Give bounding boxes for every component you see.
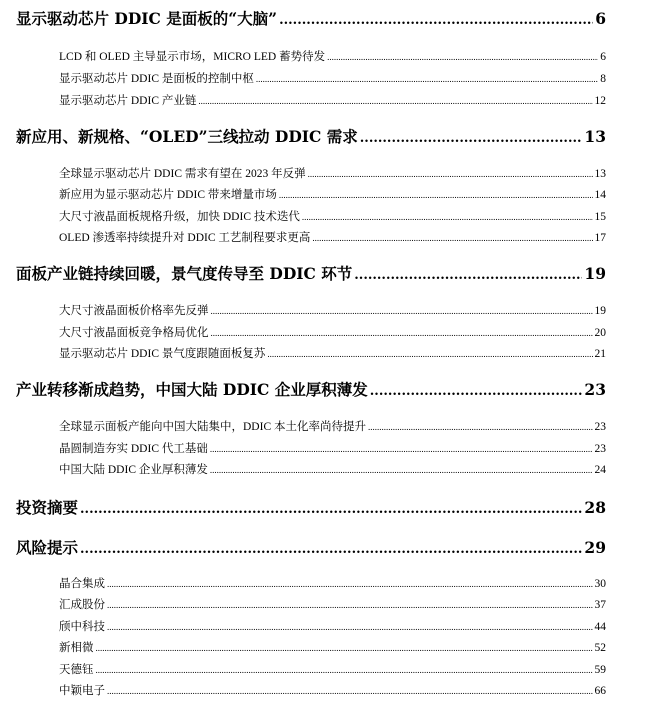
dot-leader bbox=[107, 575, 593, 593]
dot-leader bbox=[308, 165, 593, 183]
toc-section-title: 显示驱动芯片 DDIC 是面板的“大脑” bbox=[16, 9, 278, 28]
toc-item-title: 新应用为显示驱动芯片 DDIC 带来增量市场 bbox=[59, 189, 277, 201]
toc-item-title: 大尺寸液晶面板规格升级，加快 DDIC 技术迭代 bbox=[59, 211, 300, 223]
dot-leader bbox=[368, 418, 593, 436]
toc-page-number: 13 bbox=[584, 127, 606, 146]
toc-item-title: 天德钰 bbox=[59, 664, 94, 676]
dot-leader bbox=[107, 596, 593, 614]
toc-item[interactable] bbox=[59, 575, 606, 593]
dot-leader bbox=[210, 461, 593, 479]
dot-leader bbox=[198, 92, 592, 110]
toc-item[interactable] bbox=[59, 440, 606, 458]
toc-item[interactable] bbox=[59, 92, 606, 110]
dot-leader bbox=[267, 345, 592, 363]
toc-page-number: 37 bbox=[594, 599, 606, 611]
dot-leader bbox=[210, 440, 593, 458]
dot-leader bbox=[80, 539, 582, 559]
toc-item[interactable] bbox=[59, 165, 606, 183]
dot-leader bbox=[360, 128, 583, 148]
toc-item-title: 显示驱动芯片 DDIC 产业链 bbox=[59, 95, 197, 107]
toc-item-title: 新相微 bbox=[59, 642, 94, 654]
toc-section-3[interactable] bbox=[16, 263, 606, 285]
toc-page-number: 23 bbox=[594, 421, 606, 433]
toc-item[interactable] bbox=[59, 302, 606, 320]
toc-item[interactable] bbox=[59, 596, 606, 614]
toc-section-title: 风险提示 bbox=[16, 538, 79, 557]
toc-page-number: 19 bbox=[584, 264, 606, 283]
toc-section-4[interactable] bbox=[16, 379, 606, 401]
toc-page-number: 28 bbox=[584, 498, 606, 517]
dot-leader bbox=[80, 499, 582, 519]
toc-item-title: 大尺寸液晶面板价格率先反弹 bbox=[59, 305, 209, 317]
toc-page-number: 29 bbox=[584, 538, 606, 557]
toc-item-title: LCD 和 OLED 主导显示市场，MICRO LED 蓄势待发 bbox=[59, 51, 326, 63]
toc-item-title: 全球显示驱动芯片 DDIC 需求有望在 2023 年反弹 bbox=[59, 168, 306, 180]
toc-section-title: 投资摘要 bbox=[16, 498, 79, 517]
toc-item[interactable] bbox=[59, 618, 606, 636]
toc-page-number: 52 bbox=[594, 642, 606, 654]
toc-item-title: 颀中科技 bbox=[59, 621, 105, 633]
toc-page-number: 19 bbox=[594, 305, 606, 317]
dot-leader bbox=[96, 639, 593, 657]
toc-page-number: 8 bbox=[600, 73, 606, 85]
toc-item[interactable] bbox=[59, 70, 606, 88]
toc-page-number: 13 bbox=[594, 168, 606, 180]
toc-page-number: 23 bbox=[594, 443, 606, 455]
toc-section-1[interactable] bbox=[16, 8, 606, 30]
toc-item[interactable] bbox=[59, 639, 606, 657]
toc-page-number: 21 bbox=[594, 348, 606, 360]
toc-item-title: 中国大陆 DDIC 企业厚积薄发 bbox=[59, 464, 208, 476]
dot-leader bbox=[279, 186, 593, 204]
toc-item[interactable] bbox=[59, 229, 606, 247]
toc-page-number: 23 bbox=[584, 380, 606, 399]
toc-item[interactable] bbox=[59, 48, 606, 66]
toc-page-number: 6 bbox=[600, 51, 606, 63]
toc-page-number: 30 bbox=[594, 578, 606, 590]
toc-section-2[interactable] bbox=[16, 126, 606, 148]
toc-section-title: 新应用、新规格、“OLED”三线拉动 DDIC 需求 bbox=[16, 127, 358, 146]
dot-leader bbox=[96, 661, 593, 679]
toc-item-title: 晶合集成 bbox=[59, 578, 105, 590]
toc-item[interactable] bbox=[59, 324, 606, 342]
toc-item[interactable] bbox=[59, 345, 606, 363]
toc-section-6[interactable] bbox=[16, 537, 606, 559]
toc-item-title: 晶圆制造夯实 DDIC 代工基础 bbox=[59, 443, 208, 455]
toc-page-number: 15 bbox=[594, 211, 606, 223]
toc-page-number: 24 bbox=[594, 464, 606, 476]
toc-item[interactable] bbox=[59, 461, 606, 479]
toc-page-number: 66 bbox=[594, 685, 606, 697]
toc-section-title: 面板产业链持续回暖，景气度传导至 DDIC 环节 bbox=[16, 264, 353, 283]
dot-leader bbox=[256, 70, 598, 88]
dot-leader bbox=[312, 229, 592, 247]
dot-leader bbox=[354, 265, 582, 285]
toc-item[interactable] bbox=[59, 682, 606, 700]
toc-item[interactable] bbox=[59, 186, 606, 204]
toc-section-title: 产业转移渐成趋势，中国大陆 DDIC 企业厚积薄发 bbox=[16, 380, 368, 399]
toc-item-title: 全球显示面板产能向中国大陆集中，DDIC 本土化率尚待提升 bbox=[59, 421, 366, 433]
toc-item[interactable] bbox=[59, 418, 606, 436]
toc-page-number: 59 bbox=[594, 664, 606, 676]
dot-leader bbox=[327, 48, 598, 66]
toc-item-title: 中颖电子 bbox=[59, 685, 105, 697]
toc-item-title: 汇成股份 bbox=[59, 599, 105, 611]
toc-page-number: 12 bbox=[594, 95, 606, 107]
dot-leader bbox=[211, 302, 593, 320]
dot-leader bbox=[302, 208, 593, 226]
dot-leader bbox=[211, 324, 593, 342]
toc-item-title: 显示驱动芯片 DDIC 是面板的控制中枢 bbox=[59, 73, 254, 85]
toc-page-number: 14 bbox=[594, 189, 606, 201]
dot-leader bbox=[279, 10, 593, 30]
toc-item-title: 大尺寸液晶面板竞争格局优化 bbox=[59, 327, 209, 339]
toc-item[interactable] bbox=[59, 661, 606, 679]
toc-item[interactable] bbox=[59, 208, 606, 226]
toc-page-number: 17 bbox=[594, 232, 606, 244]
toc-section-5[interactable] bbox=[16, 497, 606, 519]
dot-leader bbox=[107, 618, 593, 636]
toc-item-title: OLED 渗透率持续提升对 DDIC 工艺制程要求更高 bbox=[59, 232, 311, 244]
toc-page-number: 6 bbox=[595, 9, 606, 28]
toc-page-number: 20 bbox=[594, 327, 606, 339]
dot-leader bbox=[370, 381, 583, 401]
toc-page-number: 44 bbox=[594, 621, 606, 633]
dot-leader bbox=[107, 682, 593, 700]
toc-item-title: 显示驱动芯片 DDIC 景气度跟随面板复苏 bbox=[59, 348, 266, 360]
